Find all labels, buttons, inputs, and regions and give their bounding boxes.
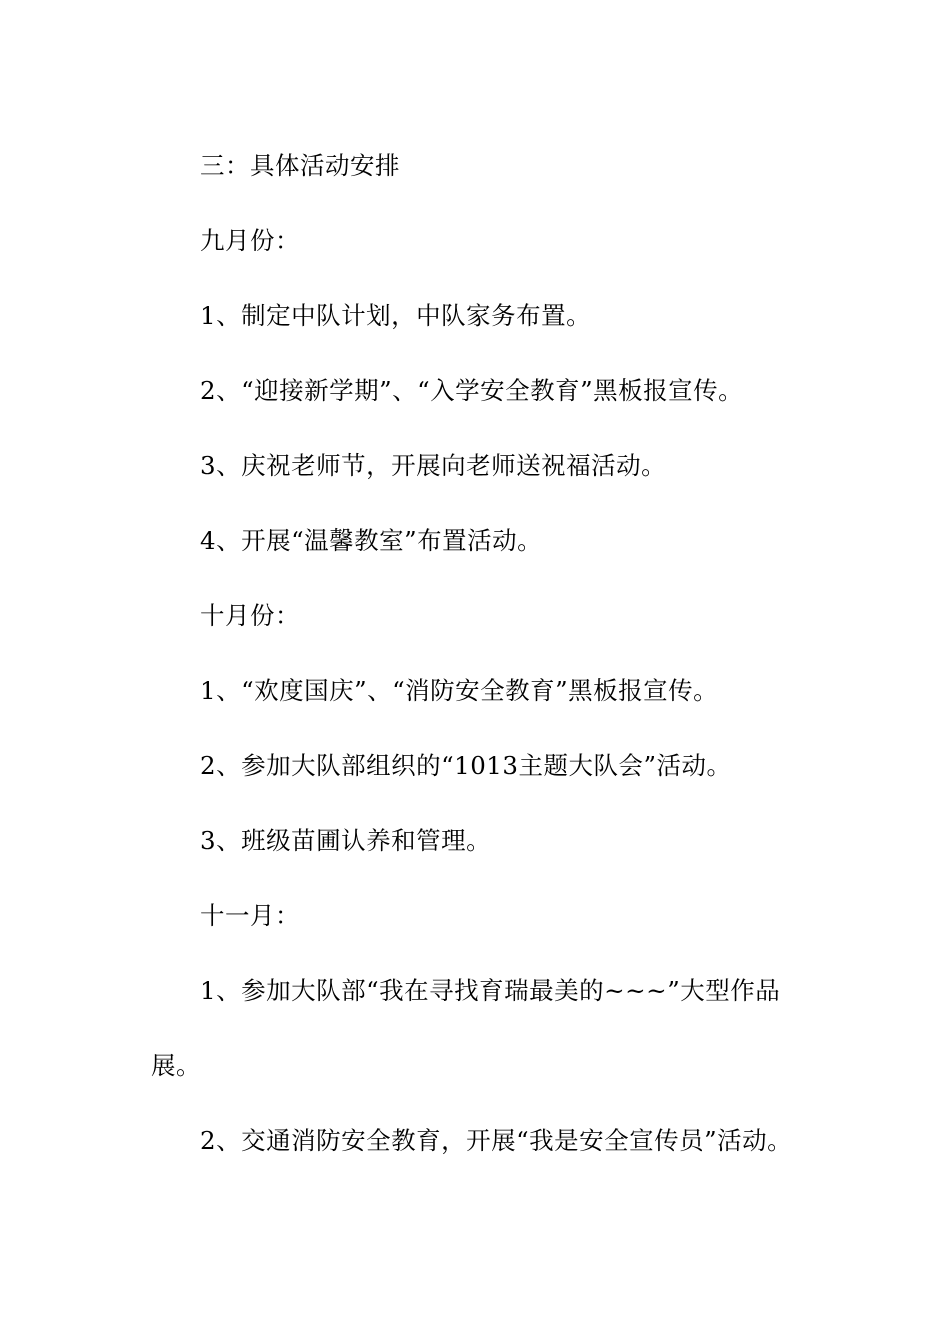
month-heading-september: 九月份： (200, 226, 300, 255)
list-item: 4、开展“温馨教室”布置活动。 (200, 526, 543, 555)
list-item: 3、庆祝老师节，开展向老师送祝福活动。 (200, 451, 667, 480)
list-item: 1、制定中队计划，中队家务布置。 (200, 301, 592, 330)
list-item: 2、交通消防安全教育，开展“我是安全宣传员”活动。 (200, 1126, 793, 1155)
list-item: 2、参加大队部组织的“1013主题大队会”活动。 (200, 751, 732, 780)
list-item: 2、“迎接新学期”、“入学安全教育”黑板报宣传。 (200, 376, 744, 405)
list-item: 1、参加大队部“我在寻找育瑞最美的~~~”大型作品展。 (151, 976, 781, 1080)
section-heading: 三：具体活动安排 (200, 151, 400, 180)
month-heading-november: 十一月： (200, 901, 300, 930)
list-item: 1、“欢度国庆”、“消防安全教育”黑板报宣传。 (200, 676, 719, 705)
list-item: 3、班级苗圃认养和管理。 (200, 826, 492, 855)
month-heading-october: 十月份： (200, 601, 300, 630)
document-body (151, 128, 811, 1178)
